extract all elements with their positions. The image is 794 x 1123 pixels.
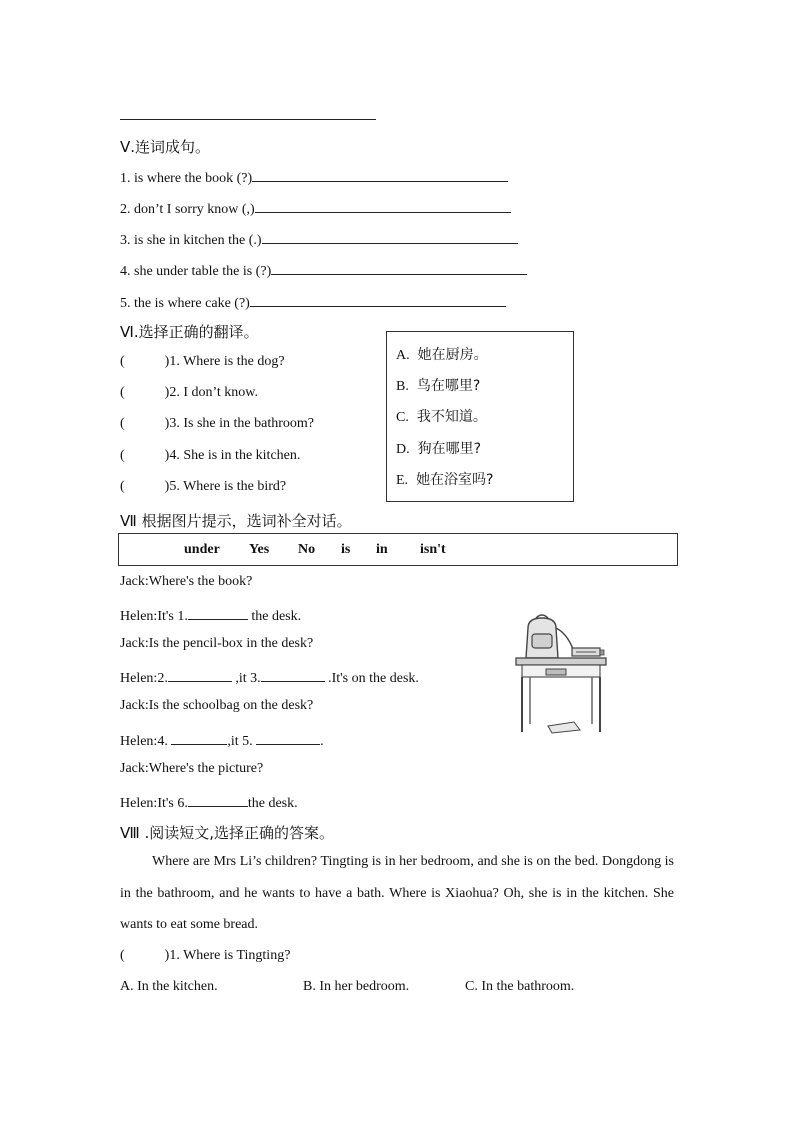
pencil-box-icon bbox=[572, 648, 604, 656]
answer-blank-2[interactable] bbox=[168, 667, 232, 682]
answer-blank[interactable] bbox=[252, 167, 508, 182]
answer-blank-4[interactable] bbox=[171, 730, 227, 745]
answer-blank-3[interactable] bbox=[261, 667, 325, 682]
section-7-title: Ⅶ 根据图片提示，选词补全对话。 bbox=[120, 512, 352, 530]
dialogue-line: Helen:4. ,it 5. . bbox=[120, 730, 324, 750]
translation-question: ( )2. I don’t know. bbox=[120, 385, 258, 400]
answer-blank[interactable] bbox=[262, 229, 518, 244]
question-item: 4. she under table the is (?) bbox=[120, 260, 527, 280]
answer-paren[interactable]: ( bbox=[120, 948, 125, 963]
desk-illustration bbox=[510, 612, 614, 736]
translation-question: ( )1. Where is the dog? bbox=[120, 354, 285, 369]
translation-options-box bbox=[386, 331, 574, 502]
dialogue-line: Jack:Is the pencil-box in the desk? bbox=[120, 636, 314, 651]
answer-blank-6[interactable] bbox=[188, 792, 248, 807]
option-a: A. 她在厨房。 bbox=[396, 347, 488, 363]
answer-blank[interactable] bbox=[271, 260, 527, 275]
reading-passage: Where are Mrs Li’s children? Tingting is in her bedroom, and she is on the bed. Dongdong is in the bathroom, and he wants to have a bath. Where is Xiaohua? Oh, she is in the kitchen. She wants to eat some bread. bbox=[120, 854, 674, 932]
desk-top bbox=[516, 658, 606, 665]
answer-blank[interactable] bbox=[255, 198, 511, 213]
word-under: under bbox=[184, 542, 220, 557]
dialogue-line: Helen:2. ,it 3. .It's on the desk. bbox=[120, 667, 419, 687]
answer-blank-1[interactable] bbox=[188, 605, 248, 620]
answer-line-top bbox=[120, 119, 376, 120]
option-e: E. 她在浴室吗? bbox=[396, 472, 494, 488]
word-in: in bbox=[376, 542, 388, 557]
option-b: B. 鸟在哪里? bbox=[396, 378, 481, 394]
word-no: No bbox=[298, 542, 316, 557]
reading-question: ( )1. Where is Tingting? bbox=[120, 948, 291, 963]
word-yes: Yes bbox=[249, 542, 270, 557]
answer-paren[interactable]: ( bbox=[120, 385, 125, 400]
question-item: 3. is she in kitchen the (.) bbox=[120, 229, 518, 249]
answer-paren[interactable]: ( bbox=[120, 448, 125, 463]
translation-question: ( )3. Is she in the bathroom? bbox=[120, 416, 314, 431]
translation-question: ( )4. She is in the kitchen. bbox=[120, 448, 301, 463]
choice-a[interactable]: A. In the kitchen. bbox=[120, 979, 218, 994]
dialogue-line: Jack:Is the schoolbag on the desk? bbox=[120, 698, 314, 713]
question-item: 1. is where the book (?) bbox=[120, 167, 508, 187]
answer-paren[interactable]: ( bbox=[120, 479, 125, 494]
answer-blank-5[interactable] bbox=[256, 730, 320, 745]
answer-paren[interactable]: ( bbox=[120, 354, 125, 369]
dialogue-line: Jack:Where's the picture? bbox=[120, 761, 264, 776]
question-item: 5. the is where cake (?) bbox=[120, 292, 506, 312]
question-item: 2. don’t I sorry know (,) bbox=[120, 198, 511, 218]
section-5-title: Ⅴ.连词成句。 bbox=[120, 138, 211, 156]
option-c: C. 我不知道。 bbox=[396, 409, 487, 425]
answer-blank[interactable] bbox=[250, 292, 506, 307]
section-8-title: Ⅷ .阅读短文,选择正确的答案。 bbox=[120, 824, 335, 842]
choice-b[interactable]: B. In her bedroom. bbox=[303, 979, 410, 994]
option-d: D. 狗在哪里? bbox=[396, 441, 482, 457]
dialogue-line: Helen:It's 6. the desk. bbox=[120, 792, 298, 812]
choice-c[interactable]: C. In the bathroom. bbox=[465, 979, 575, 994]
translation-question: ( )5. Where is the bird? bbox=[120, 479, 287, 494]
picture-icon bbox=[548, 722, 580, 733]
dialogue-line: Helen:It's 1. the desk. bbox=[120, 605, 301, 625]
section-6-title: Ⅵ.选择正确的翻译。 bbox=[120, 323, 259, 341]
answer-paren[interactable]: ( bbox=[120, 416, 125, 431]
word-bank-box bbox=[118, 533, 678, 566]
word-is: is bbox=[341, 542, 351, 557]
book-icon bbox=[546, 669, 566, 675]
word-isnt: isn't bbox=[420, 542, 446, 557]
dialogue-line: Jack:Where's the book? bbox=[120, 574, 253, 589]
schoolbag-icon bbox=[526, 615, 574, 658]
